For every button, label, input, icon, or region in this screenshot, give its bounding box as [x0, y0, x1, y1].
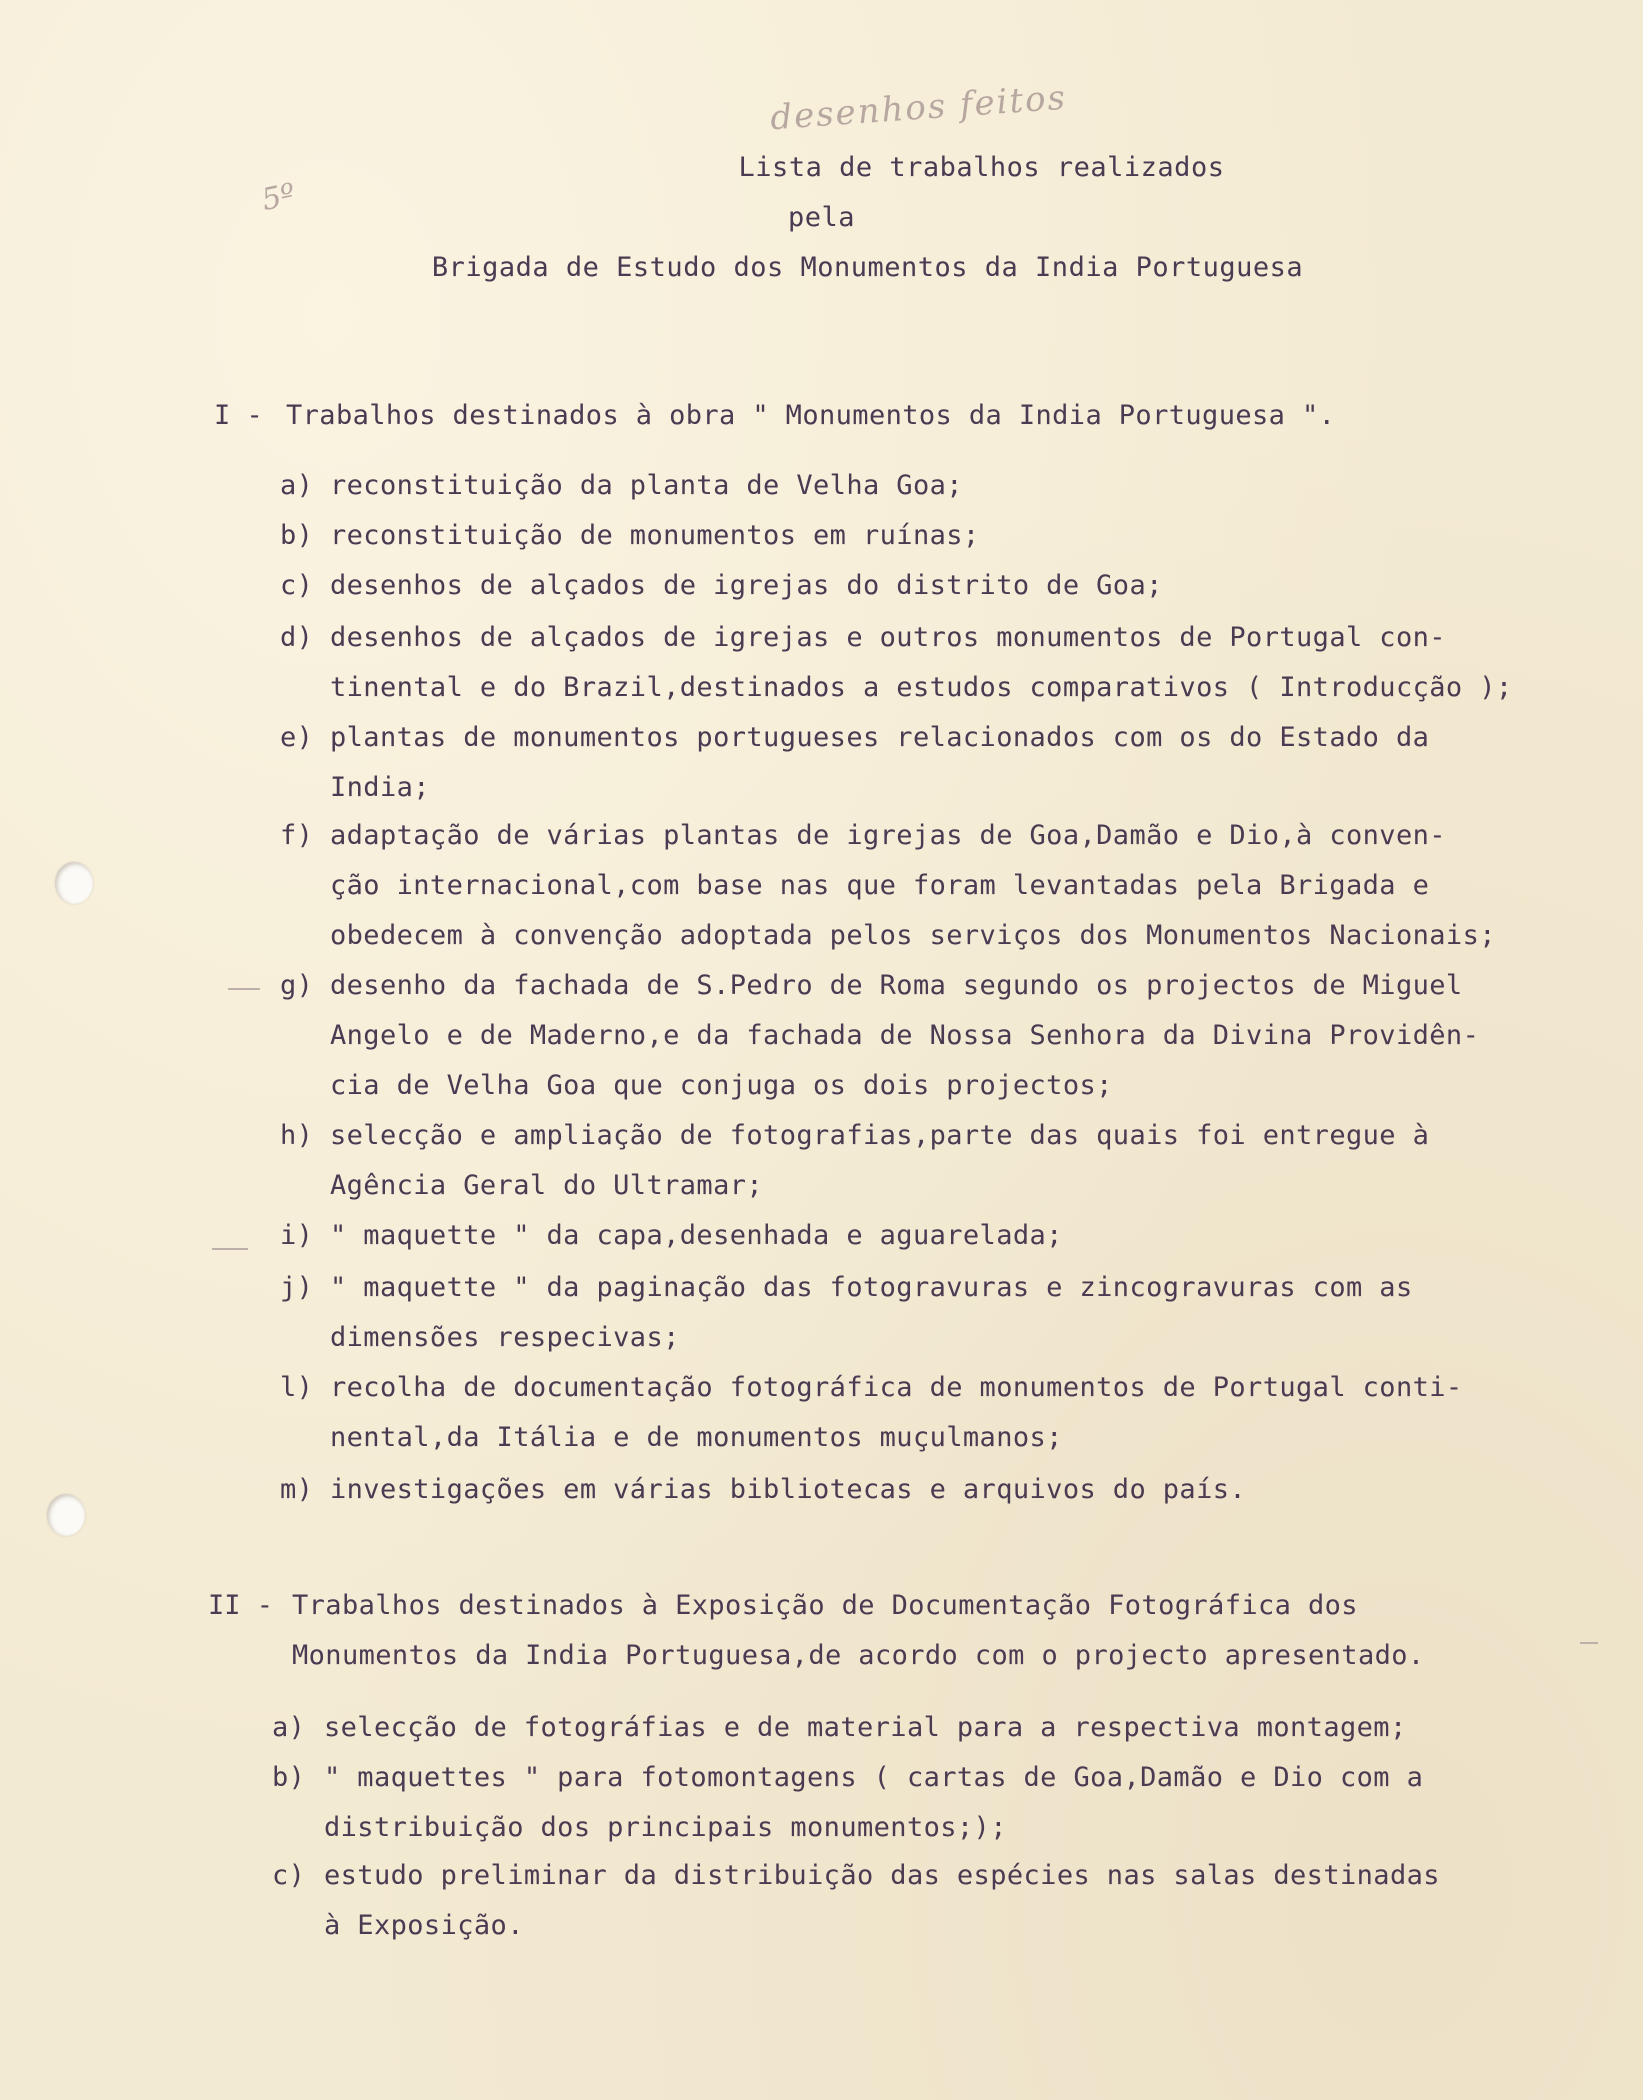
pencil-dash-g — [228, 988, 260, 990]
list-item-label: j) — [280, 1272, 314, 1303]
list-item-text: " maquette " da paginação das fotogravuras e zincogravuras com as — [330, 1272, 1413, 1303]
list-item-text: Angelo e de Maderno,e da fachada de Nossa Senhora da Divina Providên- — [330, 1020, 1480, 1051]
list-item-text: estudo preliminar da distribuição das espécies nas salas destinadas — [324, 1860, 1440, 1891]
list-item-text: Agência Geral do Ultramar; — [330, 1170, 764, 1201]
list-item-text: nental,da Itália e de monumentos muçulmanos; — [330, 1422, 1063, 1453]
list-item-label: g) — [280, 970, 314, 1001]
list-item-label: a) — [280, 470, 314, 501]
list-item-text: dimensões respecivas; — [330, 1322, 680, 1353]
list-item-text: obedecem à convenção adoptada pelos serviços dos Monumentos Nacionais; — [330, 920, 1496, 951]
list-item-text: investigações em várias bibliotecas e arquivos do país. — [330, 1474, 1247, 1505]
section-2-number: II - — [208, 1590, 274, 1621]
section-2-heading-line: Monumentos da India Portuguesa,de acordo com o projecto apresentado. — [292, 1640, 1425, 1671]
title-line-2: pela — [787, 202, 856, 233]
list-item-text: à Exposição. — [324, 1910, 524, 1941]
list-item-label: f) — [280, 820, 314, 851]
list-item-label: b) — [272, 1762, 306, 1793]
list-item-text: ção internacional,com base nas que foram levantadas pela Brigada e — [330, 870, 1430, 901]
pencil-dash-i — [212, 1248, 248, 1250]
list-item-text: desenhos de alçados de igrejas e outros monumentos de Portugal con- — [330, 622, 1446, 653]
title-line-3: Brigada de Estudo dos Monumentos da India Portuguesa — [431, 252, 1304, 283]
punch-hole-lower — [47, 1494, 85, 1536]
list-item-label: c) — [272, 1860, 306, 1891]
list-item-text: reconstituição de monumentos em ruínas; — [330, 520, 980, 551]
list-item-text: cia de Velha Goa que conjuga os dois projectos; — [330, 1070, 1113, 1101]
list-item-text: desenho da fachada de S.Pedro de Roma segundo os projectos de Miguel — [330, 970, 1463, 1001]
list-item-text: desenhos de alçados de igrejas do distrito de Goa; — [330, 570, 1163, 601]
punch-hole-upper — [55, 862, 93, 904]
list-item-text: " maquettes " para fotomontagens ( cartas de Goa,Damão e Dio com a — [324, 1762, 1424, 1793]
list-item-text: selecção e ampliação de fotografias,parte das quais foi entregue à — [330, 1120, 1430, 1151]
list-item-text: India; — [330, 772, 430, 803]
section-1-heading: Trabalhos destinados à obra " Monumentos da India Portuguesa ". — [286, 400, 1336, 431]
list-item-text: tinental e do Brazil,destinados a estudos comparativos ( Introducção ); — [330, 672, 1513, 703]
list-item-text: adaptação de várias plantas de igrejas de Goa,Damão e Dio,à conven- — [330, 820, 1446, 851]
handwritten-note: desenhos feitos — [768, 77, 1069, 139]
list-item-text: recolha de documentação fotográfica de monumentos de Portugal conti- — [330, 1372, 1463, 1403]
list-item-label: b) — [280, 520, 314, 551]
list-item-text: distribuição dos principais monumentos;); — [324, 1812, 1007, 1843]
list-item-text: plantas de monumentos portugueses relacionados com os do Estado da — [330, 722, 1430, 753]
list-item-label: i) — [280, 1220, 314, 1251]
section-1-number: I - — [214, 400, 263, 431]
list-item-label: d) — [280, 622, 314, 653]
list-item-label: e) — [280, 722, 314, 753]
list-item-label: a) — [272, 1712, 306, 1743]
list-item-label: m) — [280, 1474, 314, 1505]
section-2-heading-line: Trabalhos destinados à Exposição de Documentação Fotográfica dos — [292, 1590, 1358, 1621]
handwritten-margin-mark: 5º — [258, 176, 299, 219]
title-line-1: Lista de trabalhos realizados — [738, 152, 1225, 183]
list-item-label: h) — [280, 1120, 314, 1151]
list-item-text: reconstituição da planta de Velha Goa; — [330, 470, 963, 501]
list-item-text: selecção de fotográfias e de material para a respectiva montagem; — [324, 1712, 1407, 1743]
pencil-dash-right — [1580, 1642, 1598, 1644]
list-item-label: c) — [280, 570, 314, 601]
list-item-label: l) — [280, 1372, 314, 1403]
list-item-text: " maquette " da capa,desenhada e aguarelada; — [330, 1220, 1063, 1251]
